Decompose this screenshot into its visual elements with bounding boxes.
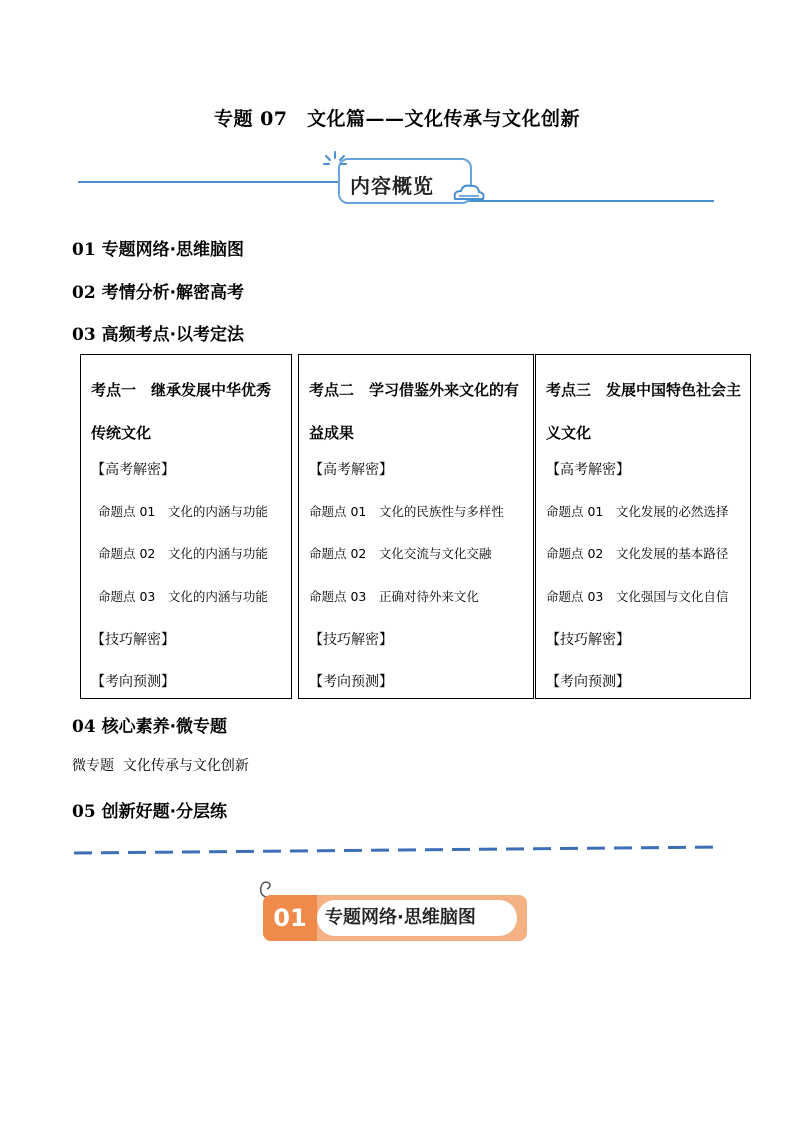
card-skill-label: 【技巧解密】 xyxy=(91,632,175,648)
card-secret-label: 【高考解密】 xyxy=(91,462,175,478)
card-item: 命题点 02 文化交流与文化交融 xyxy=(309,546,492,561)
section-number: 02 xyxy=(72,283,96,303)
section-02-heading xyxy=(72,278,244,303)
topic-card-1 xyxy=(80,354,292,699)
card-title: 考点三 发展中国特色社会主义文化 xyxy=(546,381,742,442)
card-item: 命题点 03 文化的内涵与功能 xyxy=(98,589,268,604)
page-title: 专题 07 文化篇——文化传承与文化创新 xyxy=(213,108,581,130)
micro-prefix: 微专题 xyxy=(72,758,114,774)
overview-line-right xyxy=(460,200,714,202)
card-item: 命题点 02 文化的内涵与功能 xyxy=(98,546,268,561)
card-forecast-label: 【考向预测】 xyxy=(546,674,630,690)
section-01-heading xyxy=(72,235,244,260)
section-label: 考情分析·解密高考 xyxy=(101,283,245,303)
section-03-heading xyxy=(72,320,244,345)
section-04-heading xyxy=(72,712,227,737)
section-label: 专题网络·思维脑图 xyxy=(101,240,245,260)
card-title: 考点二 学习借鉴外来文化的有益成果 xyxy=(309,381,520,442)
section-number: 03 xyxy=(72,325,96,345)
sparkle-icon xyxy=(322,150,348,174)
overview-label: 内容概览 xyxy=(350,174,434,198)
topic-card-3 xyxy=(535,354,751,699)
card-secret-label: 【高考解密】 xyxy=(309,462,393,478)
card-item: 命题点 03 文化强国与文化自信 xyxy=(546,589,729,604)
card-skill-label: 【技巧解密】 xyxy=(309,632,393,648)
card-secret-label: 【高考解密】 xyxy=(546,462,630,478)
section-label: 创新好题·分层练 xyxy=(101,802,228,822)
badge-number: 01 xyxy=(263,895,317,941)
card-skill-label: 【技巧解密】 xyxy=(546,632,630,648)
micro-topic: 文化传承与文化创新 xyxy=(122,758,249,774)
card-item: 命题点 01 文化的民族性与多样性 xyxy=(309,504,504,519)
topic-card-2 xyxy=(298,354,534,699)
card-title: 考点一 继承发展中华优秀传统文化 xyxy=(91,381,272,442)
card-item: 命题点 01 文化的内涵与功能 xyxy=(98,504,268,519)
section-number: 01 xyxy=(72,240,96,260)
badge-label: 专题网络·思维脑图 xyxy=(317,900,517,936)
dashed-divider xyxy=(74,845,724,857)
micro-topic-line xyxy=(72,755,249,775)
section-label: 高频考点·以考定法 xyxy=(101,325,245,345)
section-05-heading xyxy=(72,797,227,822)
cloud-icon xyxy=(451,181,487,203)
section-number: 05 xyxy=(72,802,96,822)
card-item: 命题点 03 正确对待外来文化 xyxy=(309,589,479,604)
card-forecast-label: 【考向预测】 xyxy=(309,674,393,690)
card-item: 命题点 02 文化发展的基本路径 xyxy=(546,546,729,561)
section-number: 04 xyxy=(72,717,96,737)
card-forecast-label: 【考向预测】 xyxy=(91,674,175,690)
section-label: 核心素养·微专题 xyxy=(101,717,228,737)
overview-line-left xyxy=(78,181,340,183)
card-item: 命题点 01 文化发展的必然选择 xyxy=(546,504,729,519)
